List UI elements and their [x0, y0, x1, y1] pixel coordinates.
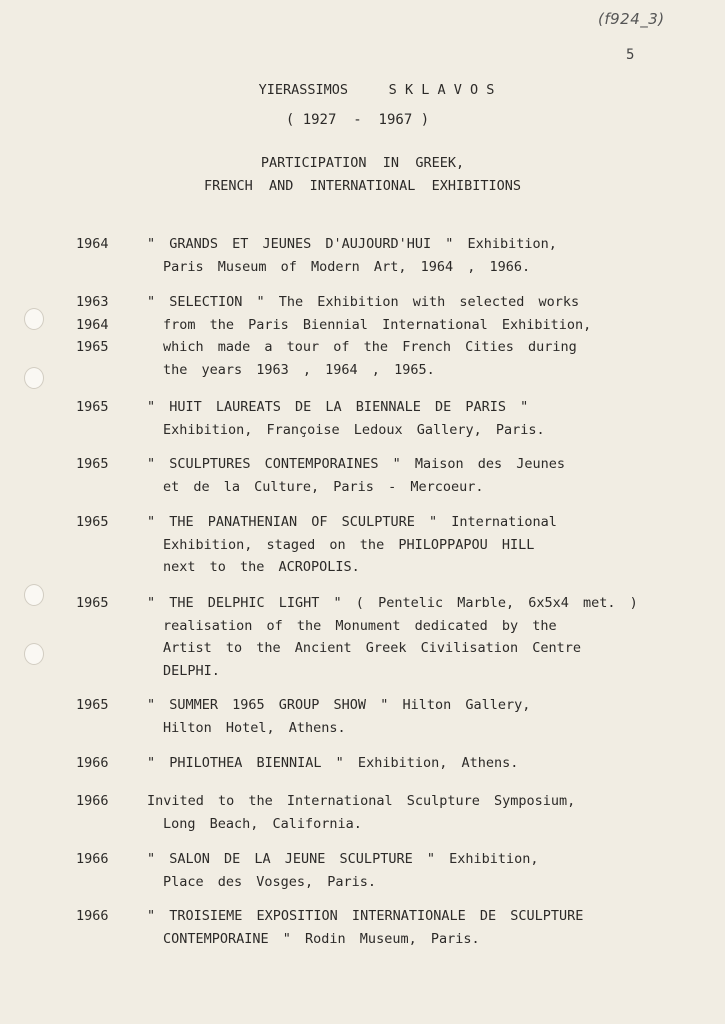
- entry-year: 1966: [76, 755, 109, 771]
- entry-description: [147, 694, 647, 739]
- entry-line: which made a tour of the French Cities during: [163, 339, 577, 355]
- entry-line: " SUMMER 1965 GROUP SHOW " Hilton Gallery,: [147, 697, 531, 713]
- artist-name: YIERASSIMOS S K L A V O S: [258, 82, 495, 98]
- entry-line: DELPHI.: [163, 662, 220, 679]
- entry-line: realisation of the Monument dedicated by the: [163, 617, 557, 634]
- page-number: 5: [626, 47, 635, 63]
- entry-description: [147, 848, 647, 893]
- entry-description: [147, 905, 647, 950]
- entry-year: 1966: [76, 851, 109, 867]
- entry-line: " THE DELPHIC LIGHT " ( Pentelic Marble, 6x5x4 met. ): [147, 595, 638, 611]
- entry-description: [147, 396, 647, 441]
- archive-reference: (f924_3): [598, 10, 665, 28]
- entry-line: from the Paris Biennial International Exhibition,: [163, 316, 592, 333]
- entry-line: next to the ACROPOLIS.: [163, 559, 360, 575]
- document-title-line-1: PARTICIPATION IN GREEK,: [260, 155, 465, 171]
- entry-line: Exhibition, Françoise Ledoux Gallery, Paris.: [163, 421, 545, 438]
- entry-description: [147, 752, 647, 775]
- entry-year: 1966: [76, 793, 109, 809]
- entry-year: 1965: [76, 399, 109, 415]
- entry-years: [76, 848, 109, 871]
- entry-line: the years 1963 , 1964 , 1965.: [163, 361, 435, 378]
- entry-year: 1965: [76, 697, 109, 713]
- entry-years: [76, 592, 109, 615]
- entry-line: Place des Vosges, Paris.: [163, 873, 377, 890]
- entry-line: Long Beach, California.: [163, 815, 362, 832]
- entry-line: Exhibition, staged on the PHILOPPAPOU HILL: [163, 536, 535, 553]
- entry-line: Paris Museum of Modern Art, 1964 , 1966.: [163, 258, 531, 275]
- entry-line: Hilton Hotel, Athens.: [163, 719, 346, 736]
- entry-year: 1965: [76, 339, 109, 355]
- entry-years: [76, 453, 109, 476]
- entry-line: " SCULPTURES CONTEMPORAINES " Maison des Jeunes: [147, 456, 566, 472]
- entry-years: [76, 694, 109, 717]
- entry-description: [147, 233, 647, 278]
- entry-year: 1965: [76, 595, 109, 611]
- entry-line: " HUIT LAUREATS DE LA BIENNALE DE PARIS ": [147, 399, 529, 415]
- entry-line: " TROISIEME EXPOSITION INTERNATIONALE DE SCULPTURE: [147, 908, 584, 924]
- entry-line: et de la Culture, Paris - Mercoeur.: [163, 478, 484, 495]
- entry-year: 1964: [76, 236, 109, 252]
- entry-line: " GRANDS ET JEUNES D'AUJOURD'HUI " Exhibition,: [147, 236, 557, 252]
- entry-years: [76, 233, 109, 256]
- punch-hole: [24, 643, 44, 665]
- entry-description: [147, 511, 647, 579]
- entry-line: " SELECTION " The Exhibition with selected works: [147, 294, 580, 310]
- entry-description: [147, 790, 647, 835]
- entry-description: [147, 291, 647, 381]
- punch-hole: [24, 584, 44, 606]
- entry-years: [76, 511, 109, 534]
- entry-line: CONTEMPORAINE " Rodin Museum, Paris.: [163, 930, 480, 947]
- document-title-line-2: FRENCH AND INTERNATIONAL EXHIBITIONS: [204, 178, 521, 194]
- entry-years: [76, 752, 109, 775]
- entry-line: " PHILOTHEA BIENNIAL " Exhibition, Athens.: [147, 755, 519, 771]
- entry-year: 1964: [76, 316, 109, 333]
- entry-year: 1965: [76, 514, 109, 530]
- entry-description: [147, 592, 647, 682]
- entry-line: " THE PANATHENIAN OF SCULPTURE " International: [147, 514, 557, 530]
- entry-years: [76, 905, 109, 928]
- entry-years: [76, 291, 109, 359]
- entry-years: [76, 396, 109, 419]
- entry-years: [76, 790, 109, 813]
- entry-year: 1966: [76, 908, 109, 924]
- punch-hole: [24, 367, 44, 389]
- punch-hole: [24, 308, 44, 330]
- entry-description: [147, 453, 647, 498]
- entry-line: Invited to the International Sculpture Symposium,: [147, 793, 576, 809]
- entry-year: 1965: [76, 456, 109, 472]
- artist-years: ( 1927 - 1967 ): [285, 112, 430, 128]
- entry-year: 1963: [76, 294, 109, 310]
- entry-line: Artist to the Ancient Greek Civilisation Centre: [163, 640, 582, 656]
- entry-line: " SALON DE LA JEUNE SCULPTURE " Exhibition,: [147, 851, 539, 867]
